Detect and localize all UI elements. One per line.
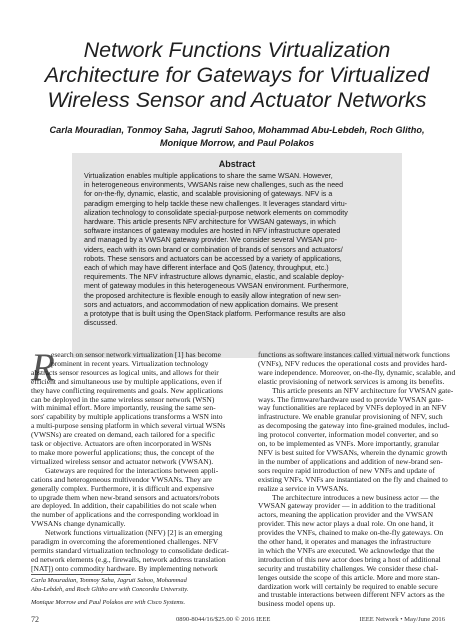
drop-cap: R [31, 346, 55, 389]
abstract-line: sors and actuators, and accommodation of new application domains. We present [84, 300, 338, 309]
body-text-line: the number of applications and the corresponding workload in [31, 510, 219, 520]
abstract-line: discussed. [84, 319, 118, 328]
body-text-line: actors, meaning the application provider and the VWSAN [258, 510, 434, 520]
body-text-line: in the number of applications and addition of new-brand sen- [258, 456, 443, 466]
abstract-line: requirements. The NFV infrastructure allows dynamic, elastic, and scalable deploy- [84, 273, 345, 282]
body-text-line: ing protocol converter, information model converter, and so [258, 430, 439, 440]
body-text-line: elastic provisioning of network services is among its benefits. [258, 376, 445, 386]
body-text-line: security and trustability challenges. We consider these chal- [258, 563, 439, 573]
body-text-line: The architecture introduces a new business actor — the [272, 492, 440, 502]
body-text-line: [NAT]) onto commodity hardware. By implementing network [31, 563, 218, 573]
body-text-line: sors' capability by multiple applications transforms a WSN into [31, 412, 223, 422]
body-column-left [31, 346, 239, 574]
body-text-line: cations and heterogeneous multivendor VWSANs. They are [31, 474, 213, 484]
body-text-line: provides the VNFs, chained to make on-the-fly gateways. On [258, 528, 444, 538]
body-text-line: NFV is best suited for VWSANs, wherein the dynamic growth [258, 447, 448, 457]
author-line: Carla Mouradian, Tonmoy Saha, Jagruti Sahoo, Mohammad Abu-Lebdeh, Roch Glitho, [49, 125, 425, 135]
body-text-line: Network functions virtualization (NFV) [2] is an emerging [45, 528, 223, 538]
body-text-line: efficient and simultaneous use by multiple applications, even if [31, 376, 222, 386]
body-text-line: (VWSNs) are created on demand, each tailored for a specific [31, 430, 215, 440]
body-text-line: are deployed. In addition, their capabilities do not scale when [31, 501, 217, 511]
body-text-line: lenges outside the scope of this article. More and more stan- [258, 572, 440, 582]
copyright-line: 0890-8044/16/$25.00 © 2016 IEEE [176, 616, 271, 623]
body-text-line: ed network elements (e.g., firewalls, network address translation [31, 554, 226, 564]
body-text-line: provider. This new actor plays a dual role. On one hand, it [258, 519, 434, 529]
abstract-line: for on-the-fly, dynamic, elastic, and scalable provisioning of gateways. NFV is a [84, 190, 333, 199]
abstract-line: and managed by a VWSAN gateway provider. We consider several VWSAN pro- [84, 236, 337, 245]
article-title [20, 38, 454, 113]
body-text-line: abstracts sensor resources as logical units, and allows for their [31, 367, 219, 377]
body-text-line: VWSAN gateway provider — in addition to the traditional [258, 501, 436, 511]
body-text-line: generally complex. Furthermore, it is difficult and expensive [31, 483, 215, 493]
abstract-line: Virtualization enables multiple applications to share the same WSAN. However, [84, 172, 333, 180]
abstract-line: robots. These sensors and actuators can be accessed by a variety of applications, [84, 254, 342, 263]
body-text-line: functions as software instances called virtual network functions [258, 350, 450, 359]
body-text-line: as decomposing the gateway into fine-grained modules, includ- [258, 421, 450, 431]
body-text-line: to make more powerful applications; thus, the concept of the [31, 447, 215, 457]
author-list [40, 124, 434, 150]
author-affiliation-footnote [31, 577, 241, 608]
footnote-line: Carla Mouradian, Tonmoy Saha, Jagruti Sahoo, Mohammad [31, 577, 187, 584]
abstract-line: in heterogeneous environments, VWSANs raise new challenges, such as the need [84, 181, 344, 190]
title-line: Wireless Sensor and Actuator Networks [47, 88, 427, 112]
body-text-line: ways. The firmware/hardware used to provide VWSAN gate- [258, 394, 444, 404]
body-text-line: introduction of this new actor does bring a host of additional [258, 554, 441, 564]
abstract-text [84, 172, 390, 328]
title-line: Network Functions Virtualization [83, 38, 391, 62]
author-line: Monique Morrow, and Paul Polakos [159, 138, 315, 148]
body-text-line: in which the VNFs are executed. We acknowledge that the [258, 545, 435, 555]
abstract-line: each of which may have different interface and QoS (latency, throughput, etc.) [84, 264, 329, 273]
body-text-line: VWSANs change dynamically. [31, 519, 126, 529]
abstract-box [72, 153, 402, 358]
body-text-line: Gateways are required for the interactions between appli- [45, 465, 219, 475]
title-line: Architecture for Gateways for Virtualized [44, 63, 430, 87]
body-text-line: sors require rapid introduction of new VNFs and update of [258, 465, 435, 475]
footnote-divider [31, 574, 131, 575]
abstract-heading: Abstract [218, 159, 256, 169]
body-text-line: task or objective. Actuators are often incorporated in WSNs [31, 439, 212, 449]
body-text-line: (VNFs), NFV reduces the operational costs and provides hard- [258, 358, 448, 368]
journal-issue: IEEE Network • May/June 2016 [359, 616, 445, 623]
body-text-line: paradigm in overcoming the aforementioned challenges. NFV [31, 537, 219, 547]
abstract-line: ment of gateway modules in this heterogeneous VWSAN environment. Furthermore, [84, 282, 349, 291]
abstract-line: a prototype that is built using the OpenStack platform. Performance results are also [84, 310, 346, 319]
body-text-line: esearch on sensor network virtualization [1] has become [51, 350, 221, 359]
abstract-line: alization technology to consolidate special-purpose network elements on commodity [84, 208, 348, 217]
abstract-line: the proposed architecture is flexible enough to easily allow integration of new sen- [84, 291, 342, 300]
body-text-line: virtualized wireless sensor and actuator network (VWSAN). [31, 456, 214, 466]
abstract-line: software instances of gateway modules are hosted in NFV infrastructure operated [84, 227, 341, 236]
body-text-line: business model opens up. [258, 599, 336, 609]
body-text-line: prominent in recent years. Virtualization technology [51, 358, 209, 368]
footnote-line: Abu-Lebdeh, and Roch Glitho are with Concordia University. [31, 585, 189, 593]
body-text-line: and trustable interactions between different NFV actors as the [258, 590, 445, 600]
body-text-line: can be deployed in the same wireless sensor network (WSN) [31, 394, 215, 404]
body-text-line: dardization work will certainly be required to enable secure [258, 581, 438, 591]
body-text-line: infrastructure. We enable granular provisioning of NFV, such [258, 412, 443, 422]
body-text-line: realize a service in VWSANs. [258, 483, 349, 493]
body-text-line: existing VNFs. VNFs are instantiated on the fly and chained to [258, 474, 448, 484]
body-text-line: permits standard virtualization technology to consolidate dedicat- [31, 545, 229, 555]
body-text-line: with minimal effort. More importantly, reusing the same sen- [31, 403, 216, 413]
body-text-line: on, to be implemented as VNFs. More importantly, granular [258, 439, 440, 449]
body-text-line: This article presents an NFV architecture for VWSAN gate- [272, 385, 454, 395]
body-text-line: the other hand, it operates and manages the infrastructure [258, 537, 431, 547]
body-text-line: to upgrade them when new-brand sensors and actuators/robots [31, 492, 220, 502]
body-text-line: they have conflicting requirements and goals. New applications [31, 385, 223, 395]
footnote-line: Monique Morrow and Paul Polakos are with Cisco Systems. [31, 599, 186, 606]
abstract-line: viders, each with its own brand or combination of brands of sensors and actuators/ [84, 245, 343, 254]
page-number: 72 [31, 615, 39, 624]
abstract-line: paradigm emerging to help tackle these new challenges. It leverages standard virtu- [84, 199, 348, 208]
body-text-line: way functionalities are replaced by VNFs deployed in an NFV [258, 403, 447, 413]
body-text-line: a multi-purpose sensing platform in which several virtual WSNs [31, 421, 226, 431]
abstract-line: hardware. This article presents NFV architecture for VWSAN gateways, in which [84, 218, 336, 227]
body-text-line: ware independence. Moreover, on-the-fly, dynamic, scalable, and [258, 367, 456, 377]
body-column-right [258, 351, 468, 609]
